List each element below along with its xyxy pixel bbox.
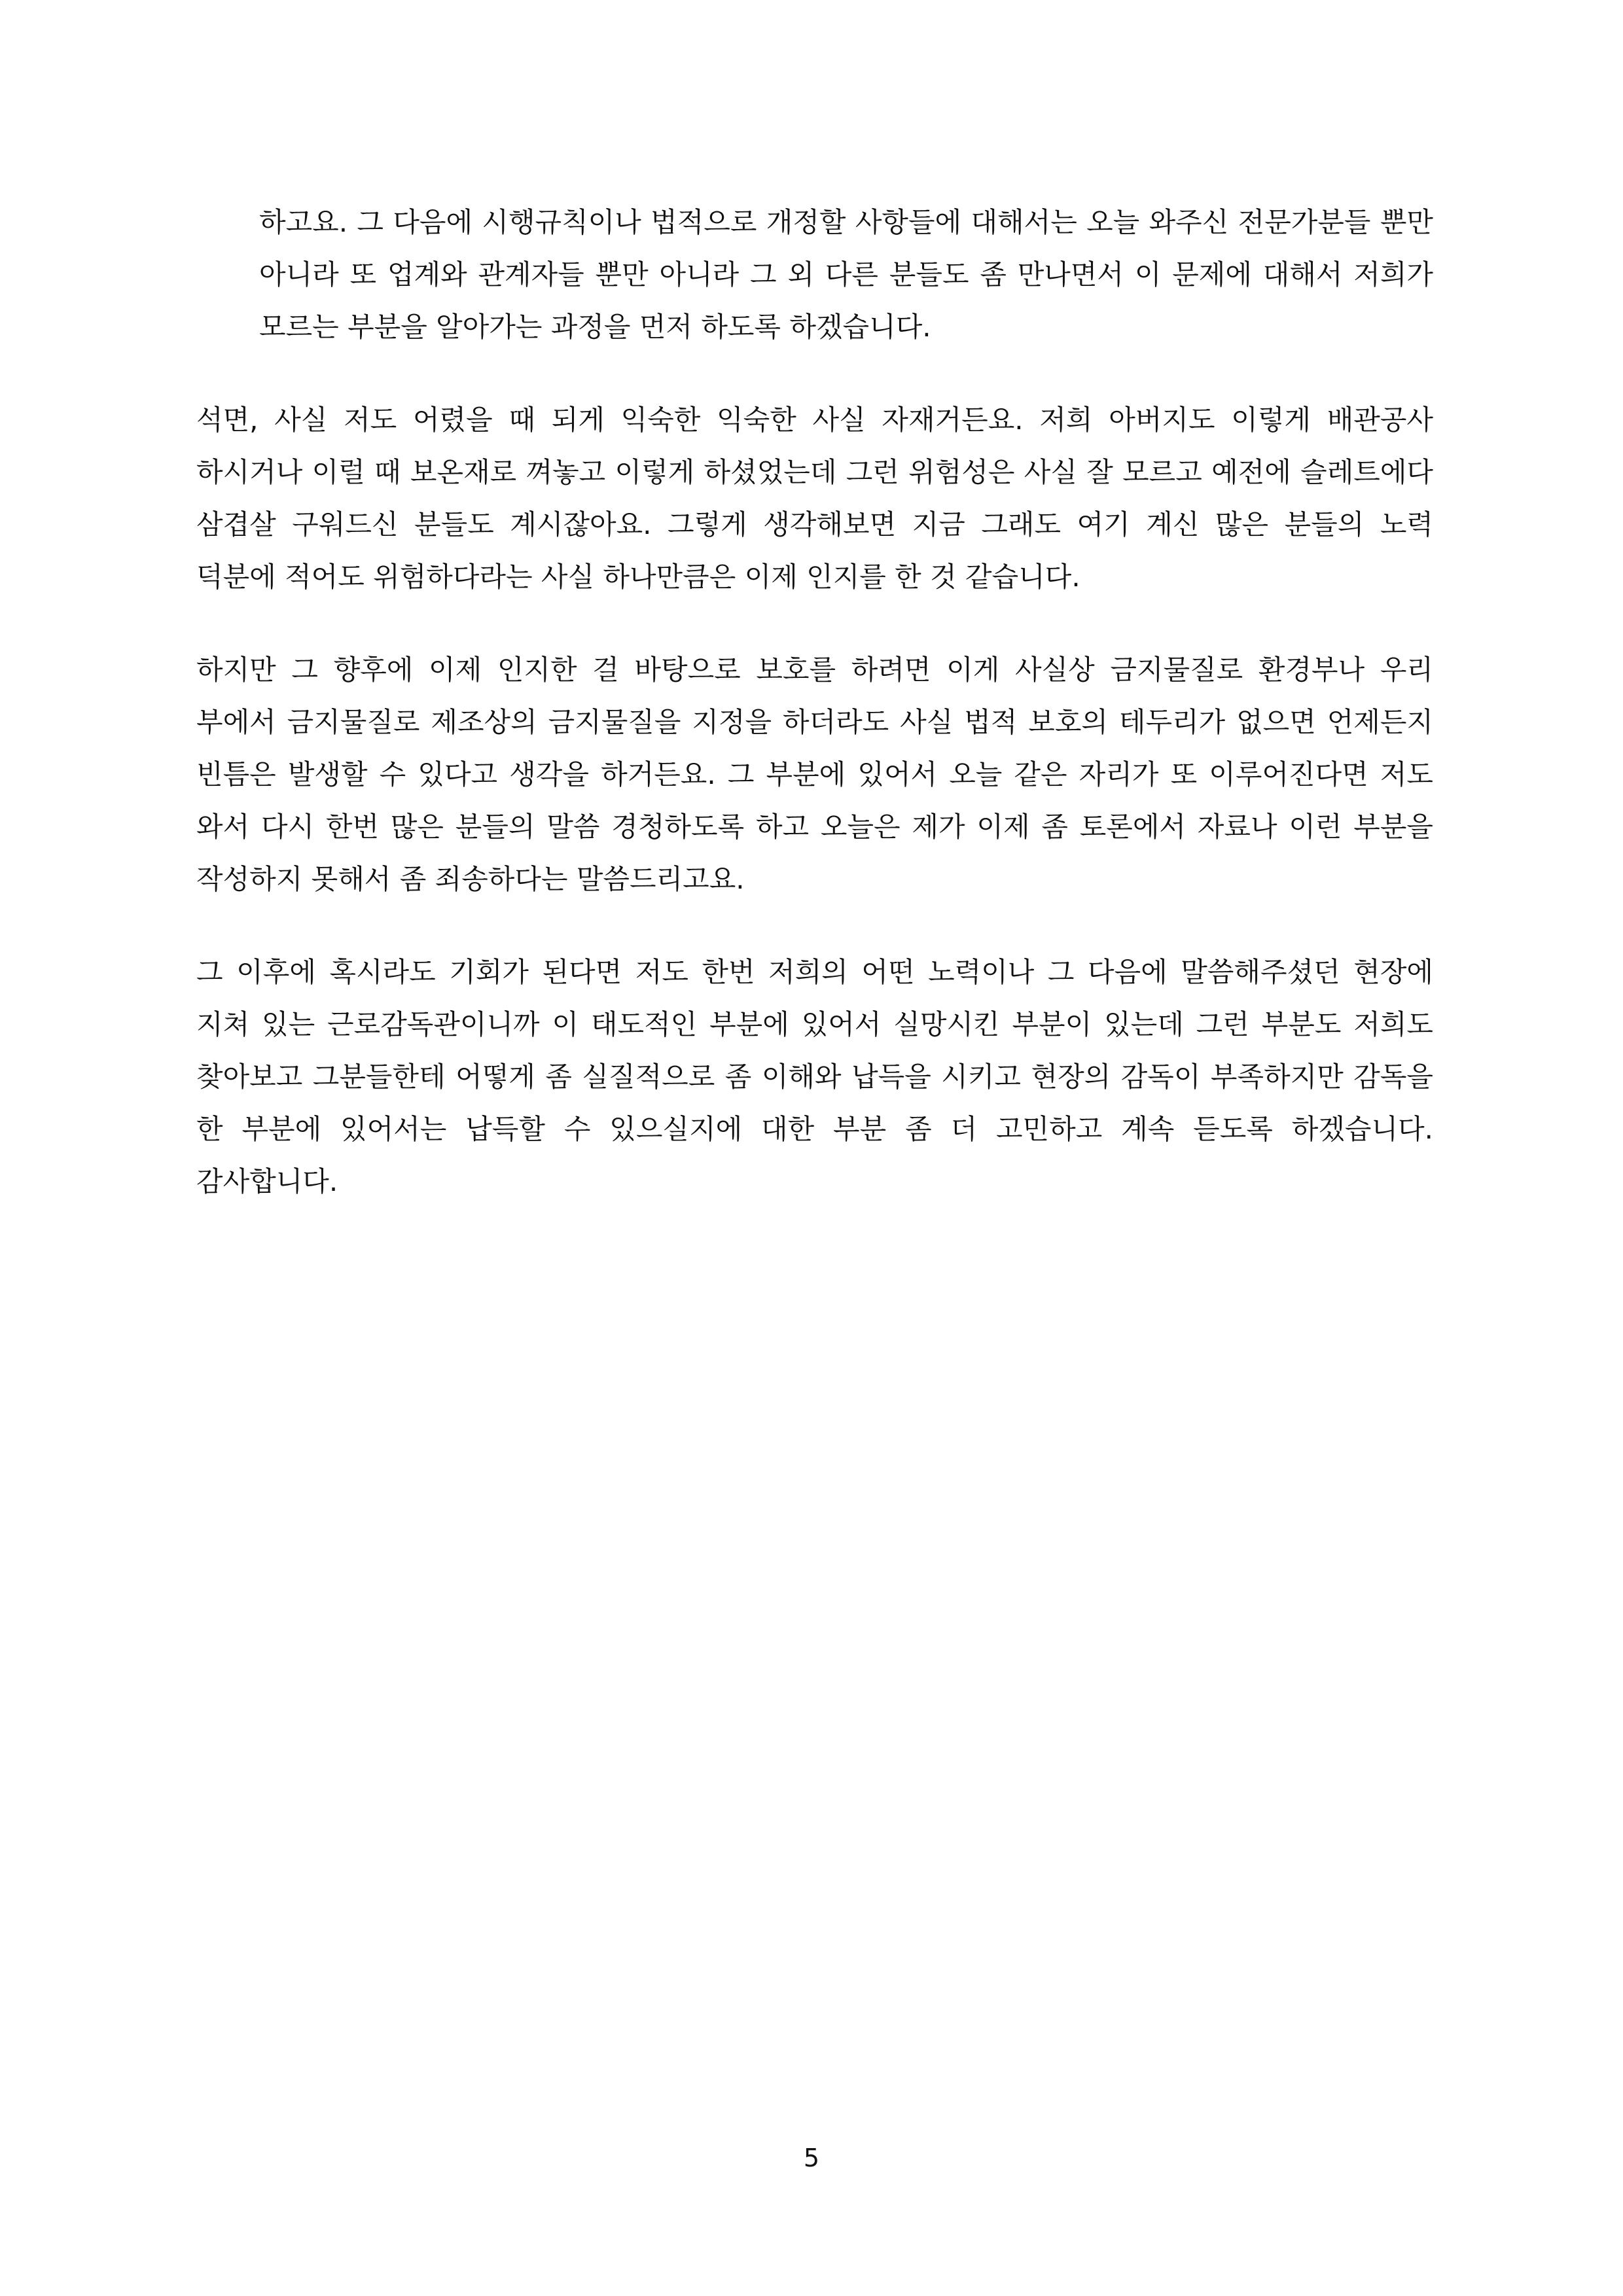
page-number: 5 [803, 2144, 820, 2172]
paragraph-3: 하지만 그 향후에 이제 인지한 걸 바탕으로 보호를 하려면 이게 사실상 금지물질로 환경부나 우리 부에서 금지물질로 제조상의 금지물질을 지정을 하더라도 사실 법적 보호의 테두리가 없으면 언제든지 빈틈은 발생할 수 있다고 생각을 하거든요. 그 부분에 있어서 오늘 같은 자리가 또 이루어진다면 저도 와서 다시 한번 많은 분들의 말씀 경청하도록 하고 오늘은 제가 이제 좀 토론에서 자료나 이런 부분을 작성하지 못해서 좀 죄송하다는 말씀드리고요. [196, 654, 1433, 895]
paragraph-1: 하고요. 그 다음에 시행규칙이나 법적으로 개정할 사항들에 대해서는 오늘 와주신 전문가분들 뿐만 아니라 또 업계와 관계자들 뿐만 아니라 그 외 다른 분들도 좀 만나면서 이 문제에 대해서 저희가 모르는 부분을 알아가는 과정을 먼저 하도록 하겠습니다. [259, 206, 1433, 343]
document-body [196, 196, 1433, 1248]
paragraph-4: 그 이후에 혹시라도 기회가 된다면 저도 한번 저희의 어떤 노력이나 그 다음에 말씀해주셨던 현장에 지쳐 있는 근로감독관이니까 이 태도적인 부분에 있어서 실망시킨 부분이 있는데 그런 부분도 저희도 찾아보고 그분들한테 어떻게 좀 실질적으로 좀 이해와 납득을 시키고 현장의 감독이 부족하지만 감독을 한 부분에 있어서는 납득할 수 있으실지에 대한 부분 좀 더 고민하고 계속 듣도록 하겠습니다. 감사합니다. [196, 956, 1433, 1197]
paragraph-2: 석면, 사실 저도 어렸을 때 되게 익숙한 익숙한 사실 자재거든요. 저희 아버지도 이렇게 배관공사 하시거나 이럴 때 보온재로 껴놓고 이렇게 하셨었는데 그런 위험성은 사실 잘 모르고 예전에 슬레트에다 삼겹살 구워드신 분들도 계시잖아요. 그렇게 생각해보면 지금 그래도 여기 계신 많은 분들의 노력 덕분에 적어도 위험하다라는 사실 하나만큼은 이제 인지를 한 것 같습니다. [196, 404, 1433, 593]
